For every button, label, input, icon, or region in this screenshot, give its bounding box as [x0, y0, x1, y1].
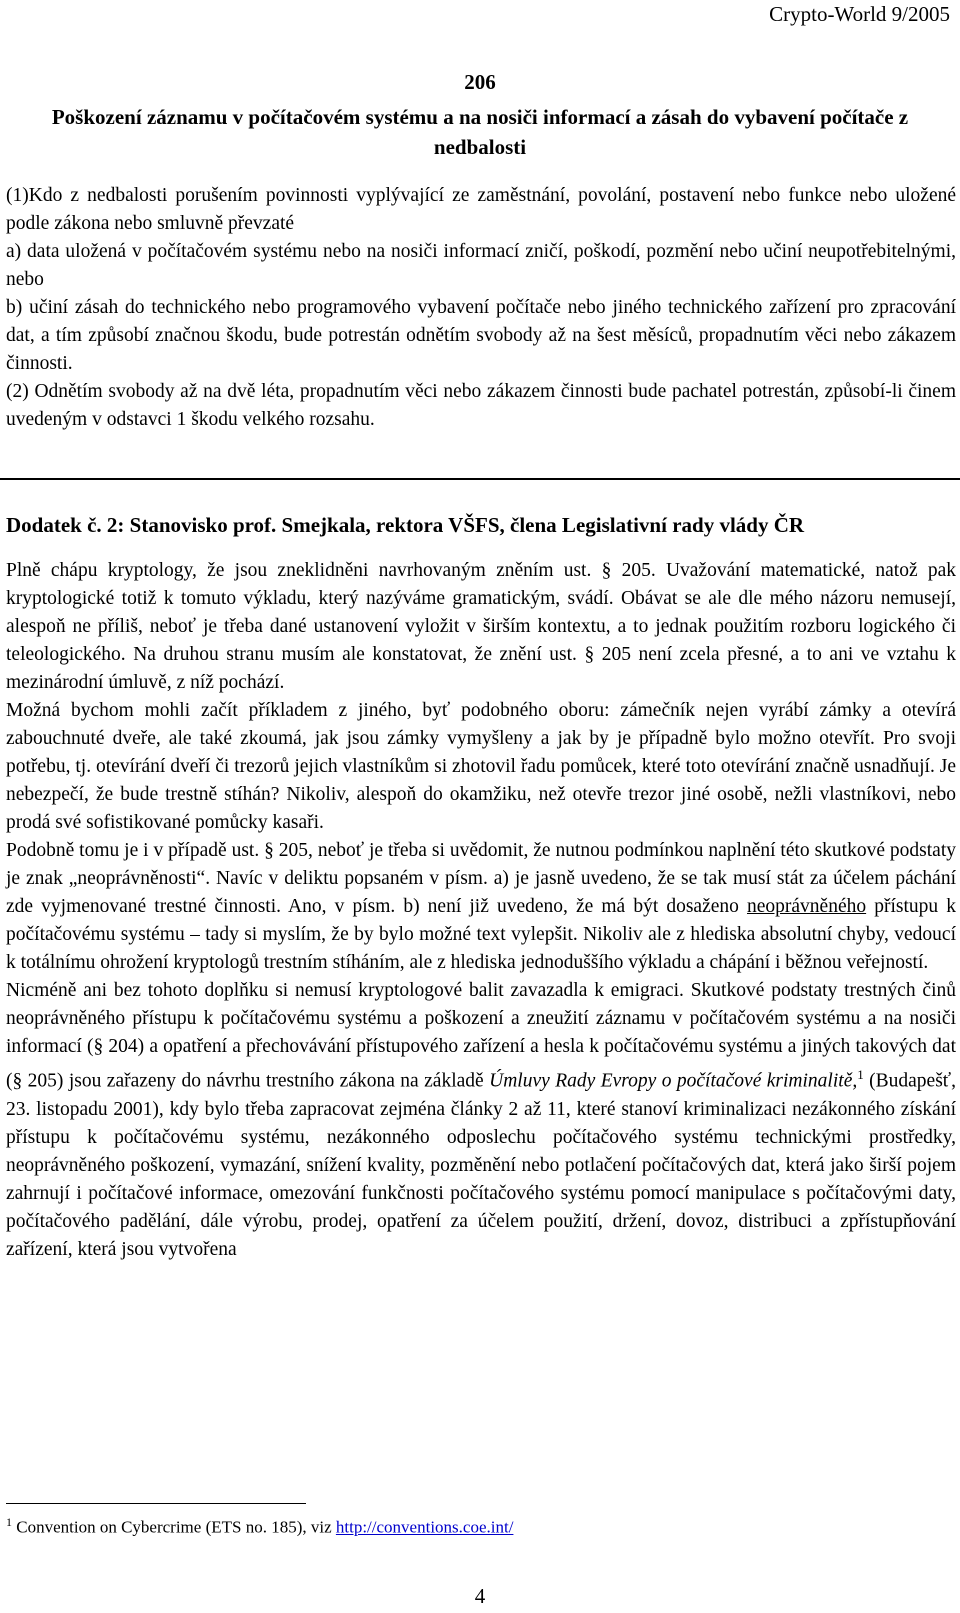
footnote-marker: 1 [6, 1515, 12, 1529]
section-paragraph-2: (2) Odnětím svobody až na dvě léta, propadnutím věci nebo zákazem činnosti bude pachatel potrestán, způsobí-li činem uvedeným v odstavci 1 škodu velkého rozsahu. [6, 381, 956, 430]
section-divider [0, 478, 960, 480]
footnote-ref[interactable]: 1 [857, 1067, 864, 1082]
page-number: 4 [474, 1584, 486, 1608]
section-body [6, 182, 956, 434]
convention-title: Úmluvy Rady Evropy o počítačové kriminalitě, [489, 1070, 858, 1092]
addendum-paragraph-2: Možná bychom mohli začít příkladem z jiného, byť podobného oboru: zámečník nejen vyrábí zámky a otevírá zabouchnuté dveře, ale také zkoumá, jak jsou zámky vymyšleny a jak by je případně bylo možno otevřít. Pro svoji potřebu, tj. otevírání dveří či trezorů jejich vlastníkům si zhotovil řadu pomůcek, které toto otevírání značně usnadňují. Je nebezpečí, že bude trestně stíhán? Nikoliv, alespoň do okamžiku, než otevře trezor jiné osobě, nežli vlastníkovi, nebo prodá své sofistikované pomůcky kasaři. [6, 700, 956, 833]
section-paragraph-b: b) učiní zásah do technického nebo programového vybavení počítače nebo jiného technického zařízení pro zpracování dat, a tím způsobí značnou škodu, bude potrestán odnětím svobody až na šest měsíců, propadnutím věci nebo zákazem činnosti. [6, 297, 956, 374]
footnote-link[interactable]: http://conventions.coe.int/ [335, 1517, 514, 1537]
addendum-paragraph-1: Plně chápu kryptology, že jsou zneklidněni navrhovaným zněním ust. § 205. Uvažování matematické, natož pak kryptologické totiž k tomuto výkladu, který nazýváme gramatickým, svádí. Obávat se ale dle mého názoru nemusejí, alespoň ne příliš, neboť je třeba dané ustanovení vyložit v širším kontextu, a to jednak použitím rozboru logického či teleologického. Na druhou stranu musím ale konstatovat, že znění ust. § 205 není zcela přesné, a to ani ve vztahu k mezinárodní úmluvě, z níž pochází. [6, 560, 956, 693]
addendum-body [6, 557, 956, 1264]
footnote-divider [6, 1503, 306, 1504]
section-title: Poškození záznamu v počítačovém systému a na nosiči informací a zásah do vybavení počítače z nedbalosti [51, 105, 909, 159]
footnote-text: Convention on Cybercrime (ETS no. 185), viz [16, 1517, 332, 1537]
addendum-paragraph-3: Podobně tomu je i v případě ust. § 205, neboť je třeba si uvědomit, že nutnou podmínkou naplnění této skutkové podstaty je znak „neoprávněnosti“. Navíc v deliktu popsaném v písm. a) je jasně uvedeno, že se tak musí stát za účelem páchání zde vyjmenované trestné činnosti. Ano, v písm. b) není již uvedeno, že má být dosaženo neoprávněného přístupu k počítačovému systému – tady si myslím, že by bylo možné text vylepšit. Nikoliv ale z hlediska absolutní chyby, vedoucí k totálnímu ohrožení kryptologů trestním stíháním, ale z hlediska jednoduššího výkladu a chápání i běžnou veřejností. [6, 840, 957, 973]
footnote [6, 1515, 513, 1538]
section-paragraph-1: (1)Kdo z nedbalosti porušením povinnosti vyplývající ze zaměstnání, povolání, postavení nebo funkce nebo uložené podle zákona nebo smluvně převzaté [6, 185, 956, 234]
section-number: 206 [464, 70, 496, 94]
underlined-term: neoprávněného [747, 896, 867, 917]
addendum-paragraph-4: Nicméně ani bez tohoto doplňku si nemusí kryptologové balit zavazadla k emigraci. Skutkové podstaty trestných činů neoprávněného přístupu k počítačovému systému a poškození a zneužití záznamu v počítačovém systému a na nosiči informací (§ 204) a opatření a přechovávání přístupového zařízení a hesla k počítačovému systému a jiných takových dat (§ 205) jsou zařazeny do návrhu trestního zákona na základě Úmluvy Rady Evropy o počítačové kriminalitě,$^1$ (Budapešť, 23. listopadu 2001), kdy bylo třeba zapracovat zejména články 2 až 11, které stanoví kriminalizaci nezákonného získání přístupu k počítačovému systému, nezákonného odposlechu počítačového systému technickými prostředky, neoprávněného poškození, vymazání, snížení kvality, pozměnění nebo potlačení počítačových dat, která jako širší pojem zahrnují i počítačové informace, omezování funkčnosti počítačového systému pomocí manipulace s počítačovými daty, počítačového padělání, dále výrobu, prodej, opatření za účelem použití, držení, dovoz, distribuci a zpřístupňování zařízení, která jsou vytvořena [6, 980, 957, 1260]
publication-header: Crypto-World 9/2005 [769, 2, 950, 26]
addendum-heading: Dodatek č. 2: Stanovisko prof. Smejkala, rektora VŠFS, člena Legislativní rady vlády ČR [6, 513, 805, 537]
section-paragraph-a: a) data uložená v počítačovém systému nebo na nosiči informací zničí, poškodí, pozmění nebo učiní neupotřebitelnými, nebo [6, 241, 956, 290]
